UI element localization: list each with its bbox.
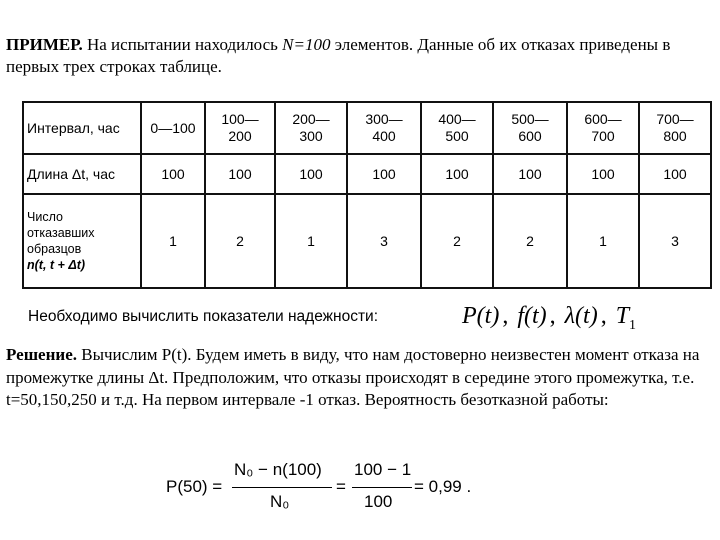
length-row: [23, 154, 711, 194]
interval-cell: 300— 400: [347, 102, 421, 154]
formula-lhs: P(50) =: [166, 477, 223, 496]
interval-cell: 100— 200: [205, 102, 275, 154]
interval-cell: 200— 300: [275, 102, 347, 154]
task-statement: Необходимо вычислить показатели надежности:: [28, 308, 379, 325]
interval-cell: 400— 500: [421, 102, 493, 154]
formula-numerator-1: N₀ − n(100): [234, 460, 322, 479]
count-row: [23, 194, 711, 288]
intro-text-1: На испытании находилось: [82, 35, 283, 54]
formula-denominator-1: N₀: [270, 492, 290, 511]
count-cell: 3: [639, 194, 711, 288]
indicator: T: [615, 303, 630, 329]
reliability-indicators: P(t) , f(t) , λ(t) , $T_1$: [462, 303, 637, 333]
solution-text: Вычислим P(t). Будем иметь в виду, что нам достоверно неизвестен момент отказа на промежутке длины Δt. Предположим, что отказы происходят в середине этого промежутка, т.е. t=50,150,250 и т.д. На первом интервале -1 отказ. Вероятность безотказной работы:: [6, 345, 700, 409]
formula-numerator-2: 100 − 1: [354, 460, 412, 479]
fraction-bar-1: [232, 487, 332, 488]
intro-label: ПРИМЕР.: [6, 35, 83, 54]
intro-text-2: элементов. Данные об их отказах приведены в первых трех строках таблице.: [6, 35, 671, 76]
intro-paragraph: [6, 34, 712, 78]
length-cell: 100: [493, 154, 567, 194]
fraction-bar-2: [352, 487, 412, 488]
interval-cell: 500— 600: [493, 102, 567, 154]
length-cell: 100: [141, 154, 205, 194]
length-cell: 100: [567, 154, 639, 194]
count-cell: 1: [567, 194, 639, 288]
interval-row: [23, 102, 711, 154]
length-cell: 100: [205, 154, 275, 194]
failure-data-table: [22, 101, 712, 289]
count-header: Число отказавших образцов n(t, t + Δt): [23, 194, 141, 288]
length-cell: 100: [275, 154, 347, 194]
count-cell: 1: [141, 194, 205, 288]
indicator: P(t): [462, 303, 500, 329]
count-cell: 2: [493, 194, 567, 288]
formula-result: = 0,99 .: [414, 477, 472, 496]
solution-paragraph: [6, 344, 714, 412]
interval-cell: 700— 800: [639, 102, 711, 154]
length-cell: 100: [421, 154, 493, 194]
length-header: Длина Δt, час: [23, 154, 141, 194]
indicator: f(t): [517, 303, 547, 329]
count-cell: 3: [347, 194, 421, 288]
formula-eq: =: [336, 477, 346, 496]
intro-n-value: N=100: [282, 35, 331, 54]
length-cell: 100: [639, 154, 711, 194]
interval-header: Интервал, час: [23, 102, 141, 154]
interval-cell: 0—100: [141, 102, 205, 154]
count-cell: 1: [275, 194, 347, 288]
indicator: λ(t): [564, 303, 598, 329]
solution-label: Решение.: [6, 345, 77, 364]
count-cell: 2: [205, 194, 275, 288]
formula-denominator-2: 100: [364, 492, 393, 511]
interval-cell: 600— 700: [567, 102, 639, 154]
length-cell: 100: [347, 154, 421, 194]
failure-data-table-wrap: [22, 101, 712, 289]
count-cell: 2: [421, 194, 493, 288]
